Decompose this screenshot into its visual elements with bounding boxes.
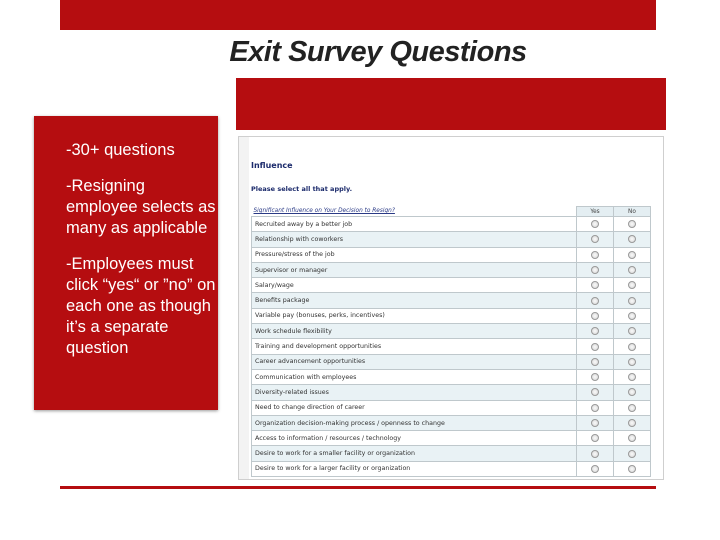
no-radio[interactable] xyxy=(628,465,636,473)
no-radio[interactable] xyxy=(628,450,636,458)
table-row xyxy=(252,385,651,400)
yes-radio[interactable] xyxy=(591,327,599,335)
yes-radio[interactable] xyxy=(591,281,599,289)
table-row xyxy=(252,354,651,369)
no-radio[interactable] xyxy=(628,266,636,274)
table-header-yes: Yes xyxy=(577,207,614,217)
table-row xyxy=(252,308,651,323)
bullet-panel xyxy=(34,116,218,410)
yes-radio[interactable] xyxy=(591,251,599,259)
no-radio[interactable] xyxy=(628,312,636,320)
question-label: Desire to work for a smaller facility or organization xyxy=(252,446,577,461)
table-row xyxy=(252,293,651,308)
no-radio[interactable] xyxy=(628,220,636,228)
no-radio[interactable] xyxy=(628,404,636,412)
yes-radio[interactable] xyxy=(591,388,599,396)
question-label: Diversity-related issues xyxy=(252,385,577,400)
table-row xyxy=(252,431,651,446)
table-row xyxy=(252,446,651,461)
bullet-question-count: -30+ questions xyxy=(66,141,175,159)
no-radio[interactable] xyxy=(628,281,636,289)
yes-radio[interactable] xyxy=(591,465,599,473)
no-radio[interactable] xyxy=(628,235,636,243)
yes-radio[interactable] xyxy=(591,343,599,351)
no-radio[interactable] xyxy=(628,434,636,442)
question-label: Communication with employees xyxy=(252,369,577,384)
slide-title: Exit Survey Questions xyxy=(229,36,527,68)
table-row xyxy=(252,247,651,262)
question-label: Need to change direction of career xyxy=(252,400,577,415)
table-header-no: No xyxy=(614,207,651,217)
question-label: Desire to work for a larger facility or organization xyxy=(252,461,577,476)
no-radio[interactable] xyxy=(628,373,636,381)
no-radio[interactable] xyxy=(628,358,636,366)
yes-radio[interactable] xyxy=(591,297,599,305)
no-radio[interactable] xyxy=(628,297,636,305)
accent-band xyxy=(236,78,666,130)
yes-radio[interactable] xyxy=(591,235,599,243)
yes-radio[interactable] xyxy=(591,450,599,458)
yes-radio[interactable] xyxy=(591,404,599,412)
table-row xyxy=(252,369,651,384)
bottom-accent-line xyxy=(60,486,656,489)
yes-radio[interactable] xyxy=(591,373,599,381)
no-radio[interactable] xyxy=(628,419,636,427)
survey-section-heading: Influence xyxy=(251,161,293,170)
question-label: Benefits package xyxy=(252,293,577,308)
table-header-question: Significant Influence on Your Decision to Resign? xyxy=(252,207,577,217)
top-accent-bar xyxy=(60,0,656,30)
survey-instruction: Please select all that apply. xyxy=(251,185,353,193)
bullet-select-many: -Resigning employee selects as many as applicable xyxy=(66,177,216,237)
question-label: Variable pay (bonuses, perks, incentives) xyxy=(252,308,577,323)
table-row xyxy=(252,400,651,415)
no-radio[interactable] xyxy=(628,251,636,259)
table-row xyxy=(252,324,651,339)
question-label: Pressure/stress of the job xyxy=(252,247,577,262)
question-label: Organization decision-making process / openness to change xyxy=(252,415,577,430)
question-label: Recruited away by a better job xyxy=(252,217,577,232)
table-row xyxy=(252,339,651,354)
question-label: Work schedule flexibility xyxy=(252,324,577,339)
question-label: Supervisor or manager xyxy=(252,262,577,277)
yes-radio[interactable] xyxy=(591,312,599,320)
table-row xyxy=(252,262,651,277)
yes-radio[interactable] xyxy=(591,419,599,427)
table-row xyxy=(252,217,651,232)
bullet-yes-no: -Employees must click “yes“ or ”no” on each one as though it’s a separate question xyxy=(66,255,216,357)
question-label: Career advancement opportunities xyxy=(252,354,577,369)
yes-radio[interactable] xyxy=(591,358,599,366)
question-label: Access to information / resources / technology xyxy=(252,431,577,446)
yes-radio[interactable] xyxy=(591,434,599,442)
table-row xyxy=(252,278,651,293)
survey-question-table xyxy=(251,206,651,477)
no-radio[interactable] xyxy=(628,327,636,335)
question-label: Training and development opportunities xyxy=(252,339,577,354)
survey-screenshot xyxy=(238,136,664,480)
no-radio[interactable] xyxy=(628,343,636,351)
question-label: Salary/wage xyxy=(252,278,577,293)
question-label: Relationship with coworkers xyxy=(252,232,577,247)
survey-form xyxy=(249,137,663,480)
yes-radio[interactable] xyxy=(591,220,599,228)
table-row xyxy=(252,415,651,430)
yes-radio[interactable] xyxy=(591,266,599,274)
table-row xyxy=(252,461,651,476)
no-radio[interactable] xyxy=(628,388,636,396)
table-row xyxy=(252,232,651,247)
